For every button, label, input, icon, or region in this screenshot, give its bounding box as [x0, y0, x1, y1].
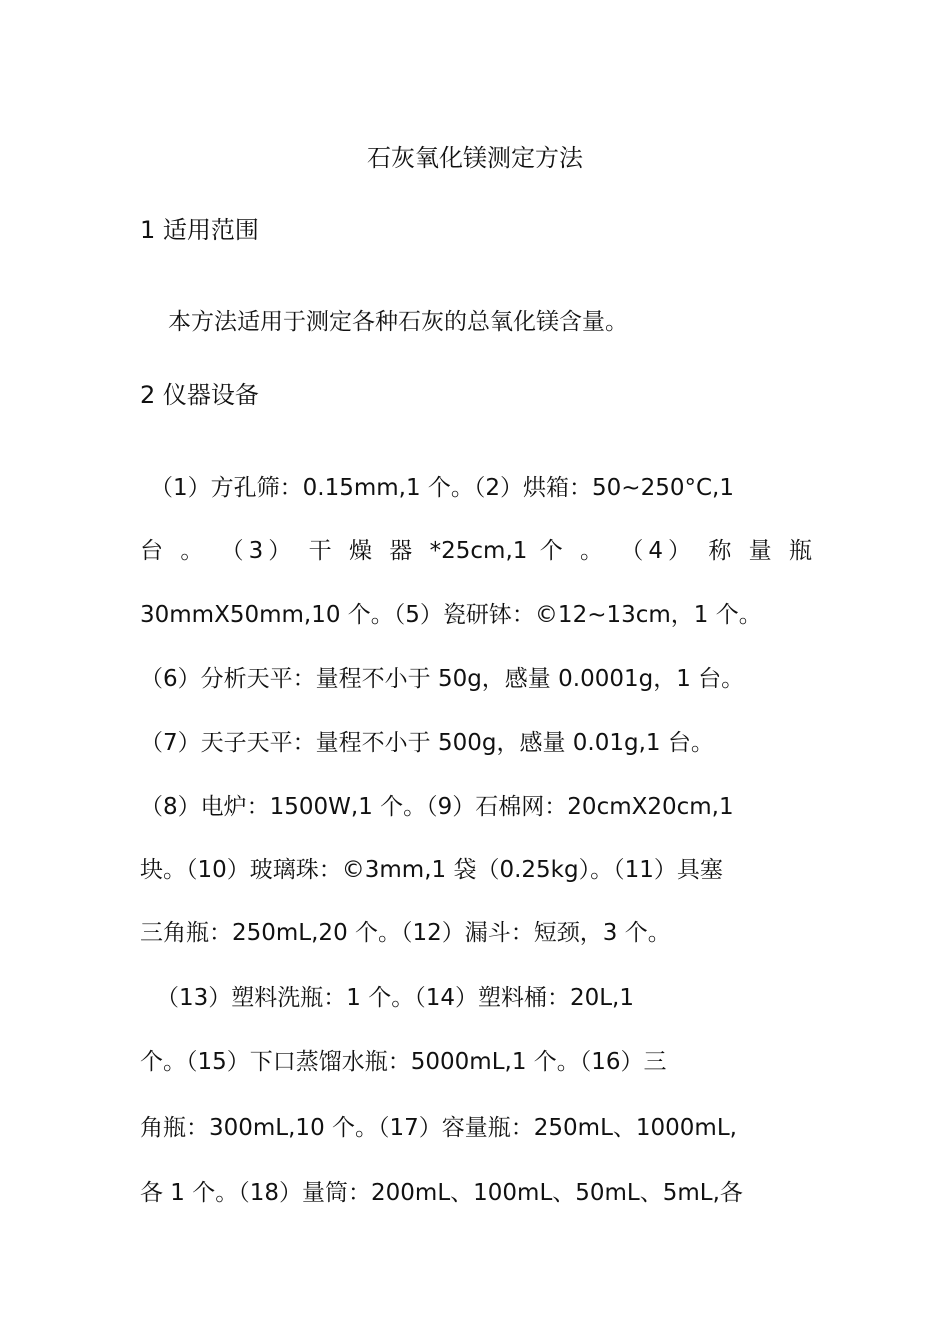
scope-paragraph: 本方法适用于测定各种石灰的总氧化镁含量。	[168, 309, 628, 335]
equipment-line-8: 三角瓶：250mL,20 个。（12）漏斗：短颈，3 个。	[140, 920, 671, 946]
section-heading-scope: 1 适用范围	[140, 216, 259, 244]
equipment-line-4: （6）分析天平：量程不小于 50g，感量 0.0001g，1 台。	[140, 666, 745, 692]
equipment-line-3: 30mmX50mm,10 个。（5）瓷研钵：©12~13cm，1 个。	[140, 602, 762, 628]
equipment-line-2: 台 。 （3） 干 燥 器 *25cm,1 个 。 （4） 称 量 瓶	[140, 538, 812, 564]
equipment-line-5: （7）天子天平：量程不小于 500g，感量 0.01g,1 台。	[140, 730, 714, 756]
equipment-line-6: （8）电炉：1500W,1 个。（9）石棉网：20cmX20cm,1	[140, 794, 734, 820]
equipment-line-1: （1）方孔筛：0.15mm,1 个。（2）烘箱：50~250°C,1	[150, 475, 734, 501]
equipment-line-11: 角瓶：300mL,10 个。（17）容量瓶：250mL、1000mL,	[140, 1115, 737, 1141]
document-title: 石灰氧化镁测定方法	[367, 144, 583, 172]
equipment-line-12: 各 1 个。（18）量筒：200mL、100mL、50mL、5mL,各	[140, 1180, 743, 1206]
equipment-line-10: 个。（15）下口蒸馏水瓶：5000mL,1 个。（16）三	[140, 1049, 667, 1075]
equipment-line-9: （13）塑料洗瓶：1 个。（14）塑料桶：20L,1	[156, 985, 635, 1011]
section-heading-equipment: 2 仪器设备	[140, 381, 259, 409]
equipment-line-7: 块。（10）玻璃珠：©3mm,1 袋（0.25kg）。（11）具塞	[140, 857, 723, 883]
